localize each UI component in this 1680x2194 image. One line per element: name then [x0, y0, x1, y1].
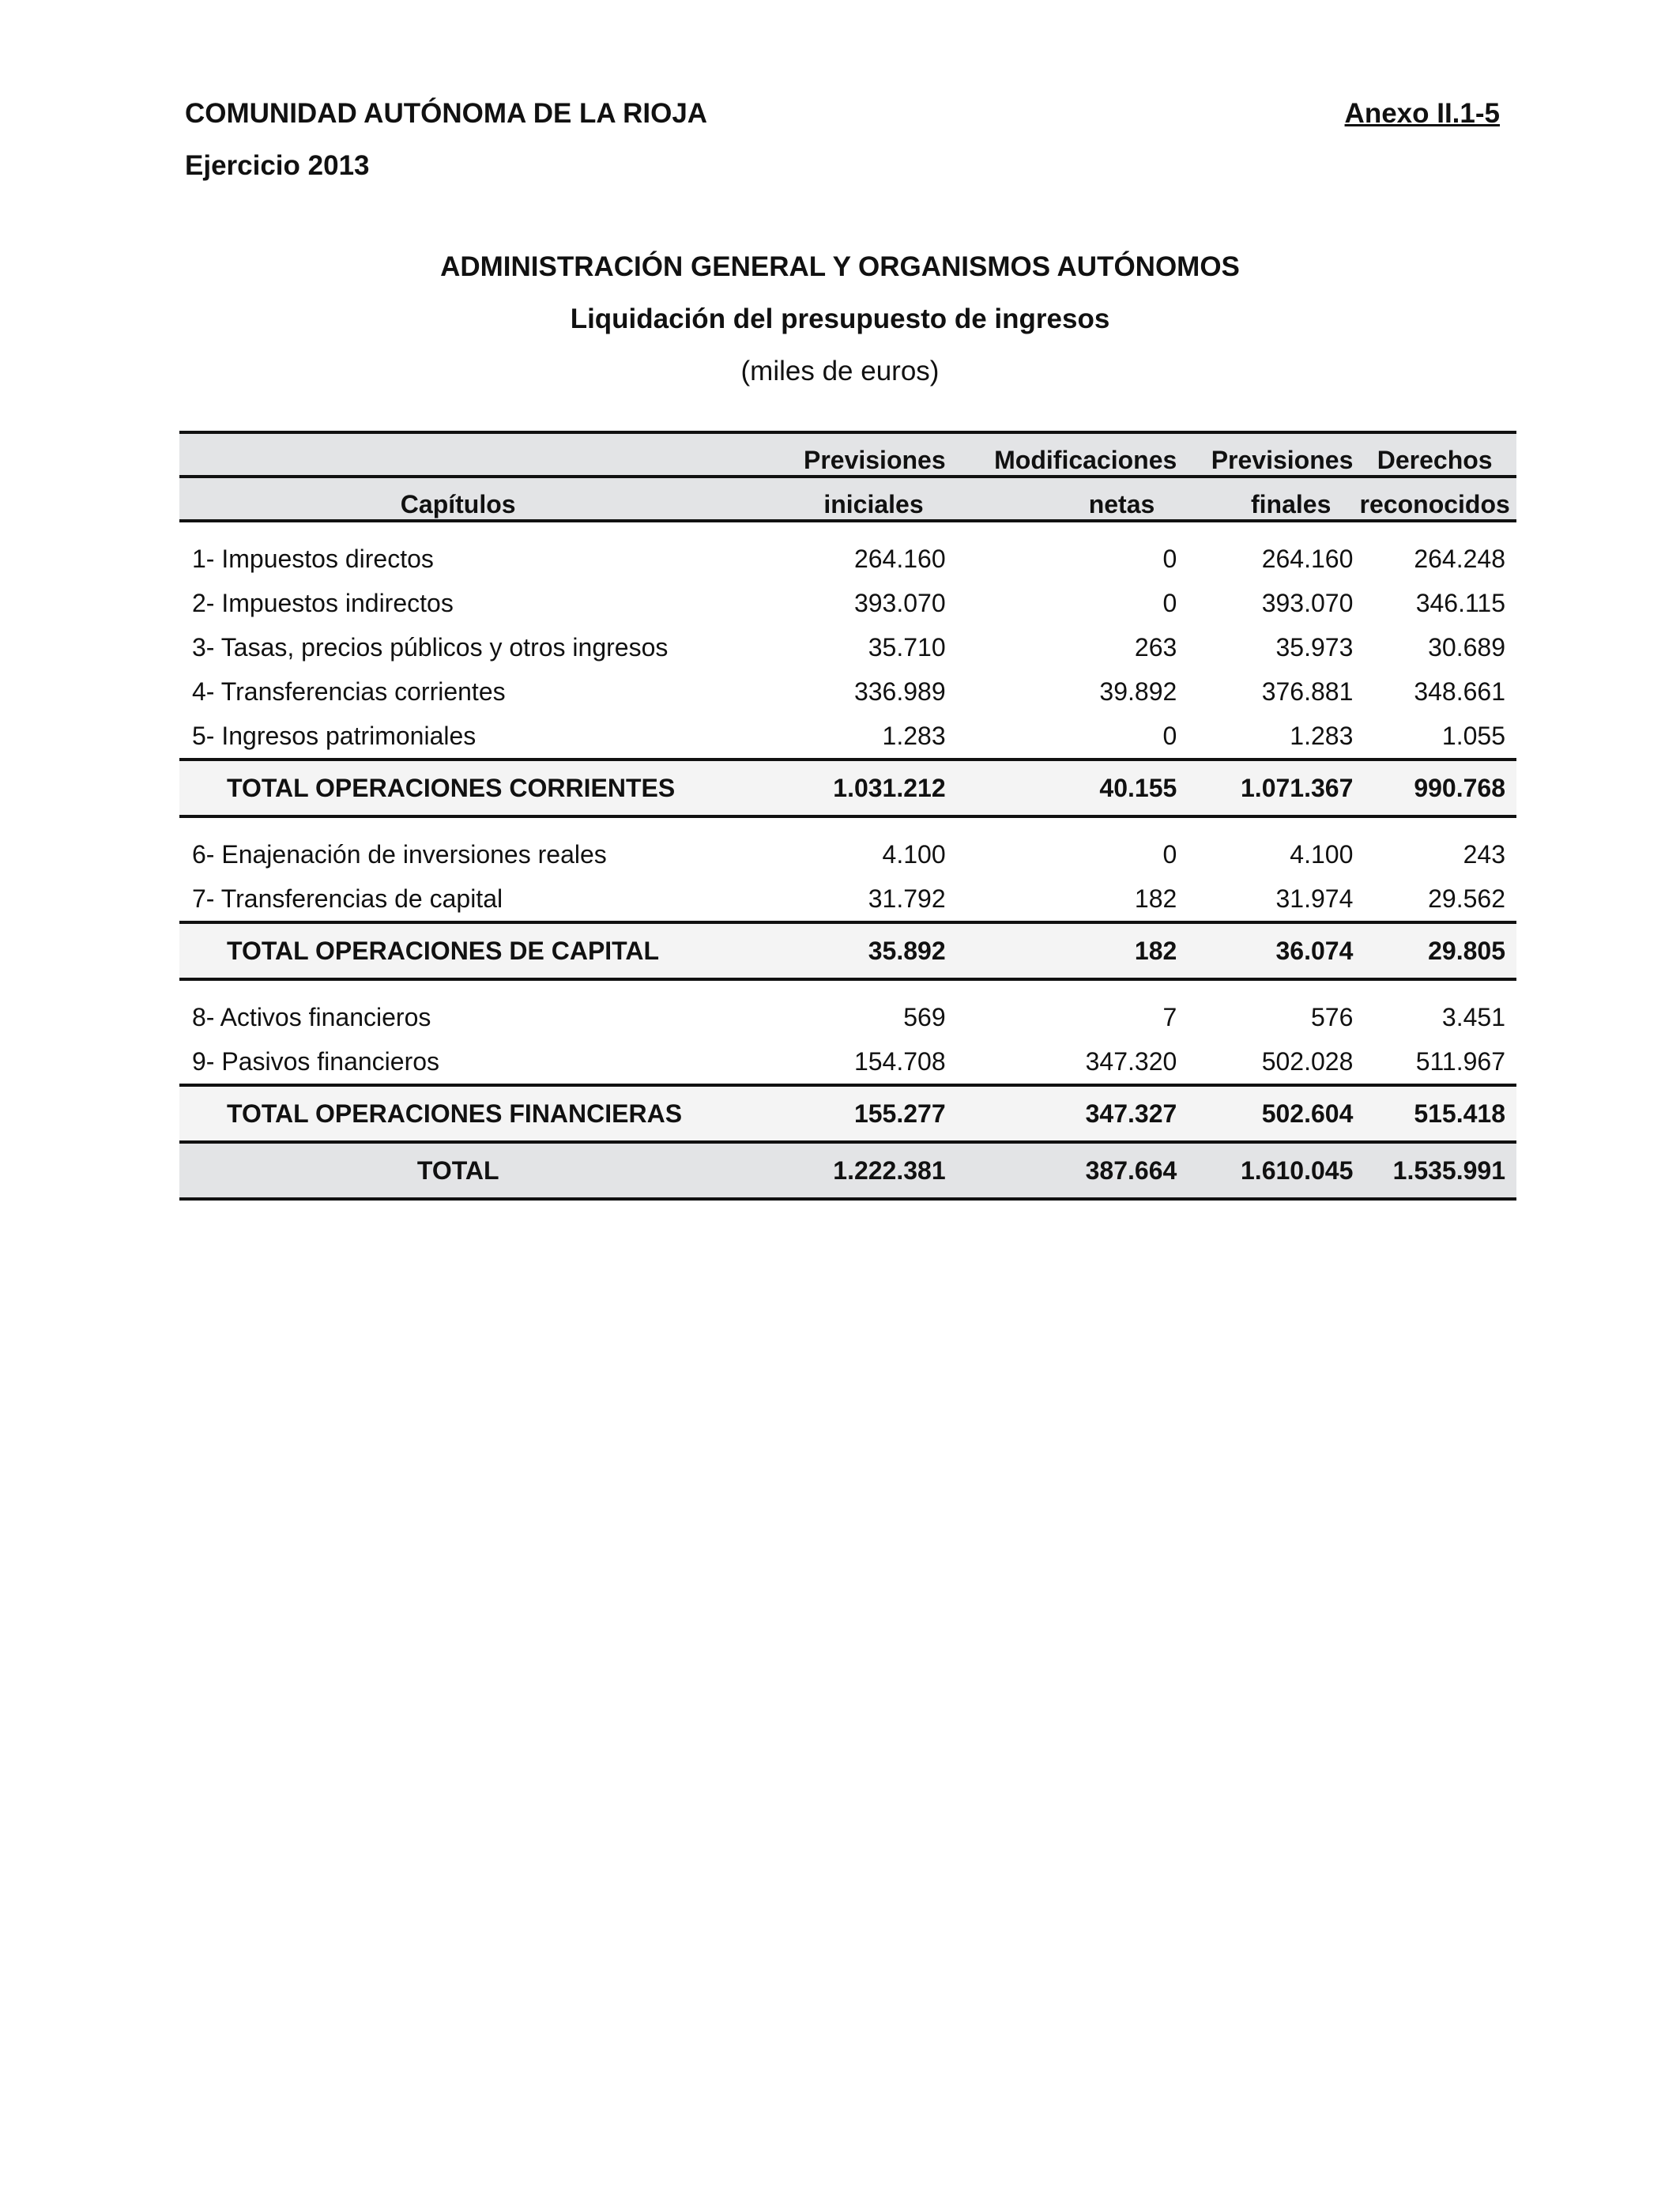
fiscal-year: Ejercicio 2013 [185, 150, 370, 181]
table-row [179, 714, 1516, 760]
column-header-chapters: Capítulos [400, 490, 516, 518]
initial-forecast-cell: 264.160 [853, 544, 946, 573]
net-modifications-cell: 182 [1134, 936, 1177, 965]
organization-name: COMUNIDAD AUTÓNOMA DE LA RIOJA [185, 98, 708, 129]
recognized-rights-cell: 348.661 [1414, 677, 1505, 706]
recognized-rights-cell: 1.535.991 [1392, 1155, 1505, 1185]
chapter-label-cell: 6- Enajenación de inversiones reales [192, 839, 607, 869]
table-row [179, 581, 1516, 625]
spacer-cell [946, 521, 1177, 537]
subtotal-row [179, 1085, 1516, 1142]
column-header-modifications-line1: Modificaciones [994, 446, 1177, 474]
recognized-rights-cell: 346.115 [1415, 588, 1505, 617]
chapter-label-cell: TOTAL OPERACIONES FINANCIERAS [227, 1099, 683, 1128]
initial-forecast-cell: 393.070 [853, 588, 946, 617]
final-forecast-cell: 376.881 [1261, 677, 1354, 706]
recognized-rights-cell: 990.768 [1414, 773, 1505, 802]
initial-forecast-cell: 35.892 [868, 936, 946, 965]
recognized-rights-cell: 30.689 [1428, 632, 1505, 662]
column-header-chapters-line1 [179, 432, 724, 477]
table-row [179, 876, 1516, 922]
table-row [179, 625, 1516, 669]
recognized-rights-cell: 515.418 [1414, 1099, 1505, 1128]
subtotal-row [179, 922, 1516, 979]
final-forecast-cell: 264.160 [1261, 544, 1354, 573]
table-row [179, 669, 1516, 714]
final-forecast-cell: 1.610.045 [1241, 1155, 1354, 1185]
net-modifications-cell: 0 [1162, 839, 1177, 869]
final-forecast-cell: 576 [1310, 1002, 1354, 1031]
initial-forecast-cell: 336.989 [853, 677, 946, 706]
chapter-label-cell: 9- Pasivos financieros [192, 1046, 440, 1076]
recognized-rights-cell: 511.967 [1415, 1046, 1505, 1076]
final-forecast-cell: 35.973 [1275, 632, 1354, 662]
net-modifications-cell: 182 [1134, 884, 1177, 913]
recognized-rights-cell: 264.248 [1414, 544, 1505, 573]
chapter-label-cell: TOTAL [416, 1155, 499, 1185]
final-forecast-cell: 1.283 [1290, 721, 1354, 750]
net-modifications-cell: 40.155 [1099, 773, 1177, 802]
spacer-cell [1353, 521, 1516, 537]
recognized-rights-cell: 29.805 [1428, 936, 1505, 965]
spacer-cell [1177, 521, 1353, 537]
recognized-rights-cell: 1.055 [1441, 721, 1505, 750]
net-modifications-cell: 387.664 [1085, 1155, 1177, 1185]
header-row-2 [179, 477, 1516, 521]
column-header-rights-line1: Derechos [1377, 446, 1493, 474]
spacer-row [179, 816, 1516, 832]
spacer-cell [179, 979, 724, 995]
column-header-final-line1: Previsiones [1211, 446, 1354, 474]
spacer-cell [1177, 979, 1353, 995]
table-header [179, 432, 1516, 521]
units-note: (miles de euros) [740, 356, 940, 386]
chapter-label-cell: TOTAL OPERACIONES CORRIENTES [227, 773, 676, 802]
net-modifications-cell: 347.327 [1085, 1099, 1177, 1128]
spacer-row [179, 521, 1516, 537]
recognized-rights-cell: 29.562 [1428, 884, 1505, 913]
spacer-cell [1353, 816, 1516, 832]
table-row [179, 1039, 1516, 1085]
final-forecast-cell: 36.074 [1275, 936, 1354, 965]
spacer-cell [946, 816, 1177, 832]
table-row [179, 832, 1516, 876]
recognized-rights-cell: 3.451 [1441, 1002, 1505, 1031]
net-modifications-cell: 0 [1162, 544, 1177, 573]
final-forecast-cell: 4.100 [1290, 839, 1354, 869]
spacer-row [179, 979, 1516, 995]
column-header-rights-line2: reconocidos [1359, 490, 1510, 518]
chapter-label-cell: 1- Impuestos directos [192, 544, 434, 573]
initial-forecast-cell: 1.222.381 [833, 1155, 946, 1185]
chapter-label-cell: 5- Ingresos patrimoniales [192, 721, 477, 750]
spacer-cell [724, 979, 945, 995]
initial-forecast-cell: 154.708 [853, 1046, 946, 1076]
chapter-label-cell: 7- Transferencias de capital [192, 884, 503, 913]
spacer-cell [1177, 816, 1353, 832]
net-modifications-cell: 0 [1162, 721, 1177, 750]
spacer-cell [179, 521, 724, 537]
initial-forecast-cell: 1.283 [882, 721, 946, 750]
spacer-cell [724, 521, 945, 537]
final-forecast-cell: 31.974 [1275, 884, 1354, 913]
final-forecast-cell: 502.604 [1261, 1099, 1354, 1128]
net-modifications-cell: 263 [1134, 632, 1177, 662]
document-title: ADMINISTRACIÓN GENERAL Y ORGANISMOS AUTÓNOMOS [440, 251, 1240, 282]
final-forecast-cell: 502.028 [1261, 1046, 1354, 1076]
subtotal-row [179, 760, 1516, 816]
initial-forecast-cell: 155.277 [853, 1099, 946, 1128]
net-modifications-cell: 347.320 [1085, 1046, 1177, 1076]
initial-forecast-cell: 35.710 [868, 632, 946, 662]
table-row [179, 995, 1516, 1039]
column-header-initial-line1: Previsiones [803, 446, 946, 474]
spacer-cell [724, 816, 945, 832]
column-header-modifications-line2: netas [1088, 490, 1155, 518]
column-header-initial-line2: iniciales [823, 490, 924, 518]
final-forecast-cell: 393.070 [1261, 588, 1354, 617]
budget-income-table [179, 431, 1516, 1201]
spacer-cell [179, 816, 724, 832]
net-modifications-cell: 0 [1162, 588, 1177, 617]
initial-forecast-cell: 31.792 [868, 884, 946, 913]
annex-label: Anexo II.1-5 [1344, 98, 1500, 129]
header-row-1 [179, 432, 1516, 477]
final-forecast-cell: 1.071.367 [1241, 773, 1354, 802]
spacer-cell [946, 979, 1177, 995]
chapter-label-cell: 8- Activos financieros [192, 1002, 431, 1031]
spacer-cell [1353, 979, 1516, 995]
grand-total-row [179, 1142, 1516, 1199]
recognized-rights-cell: 243 [1463, 839, 1505, 869]
column-header-final-line2: finales [1250, 490, 1332, 518]
table-row [179, 537, 1516, 581]
initial-forecast-cell: 569 [903, 1002, 946, 1031]
initial-forecast-cell: 1.031.212 [833, 773, 946, 802]
net-modifications-cell: 39.892 [1099, 677, 1177, 706]
chapter-label-cell: TOTAL OPERACIONES DE CAPITAL [227, 936, 659, 965]
initial-forecast-cell: 4.100 [882, 839, 946, 869]
table-body [179, 521, 1516, 1199]
chapter-label-cell: 2- Impuestos indirectos [192, 588, 454, 617]
document-subtitle: Liquidación del presupuesto de ingresos [570, 303, 1110, 334]
net-modifications-cell: 7 [1162, 1002, 1177, 1031]
chapter-label-cell: 3- Tasas, precios públicos y otros ingresos [192, 632, 669, 662]
chapter-label-cell: 4- Transferencias corrientes [192, 677, 506, 706]
